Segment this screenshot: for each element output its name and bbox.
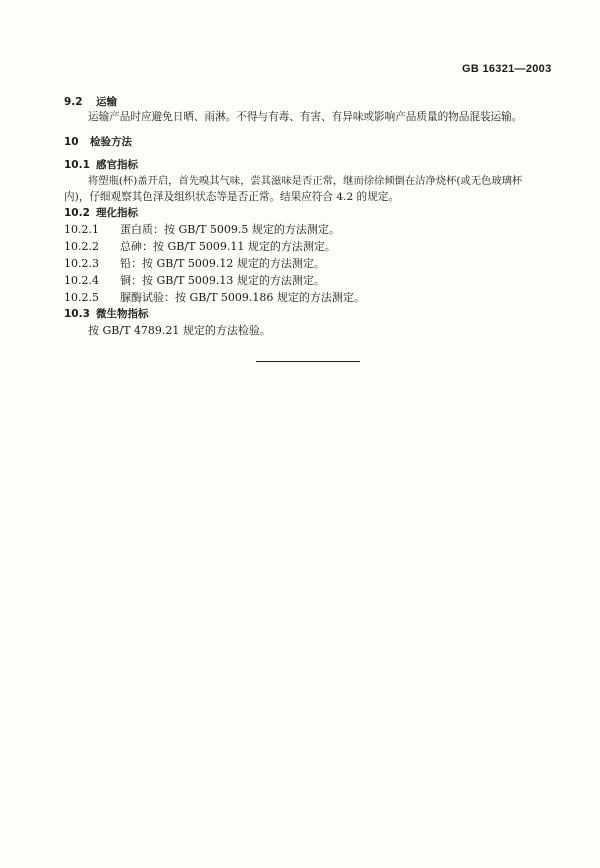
item-text: 脲酶试验：按 GB/T 5009.186 规定的方法测定。 [120,291,365,304]
section-number: 10.2 [64,207,90,219]
section-10-1-body-line-1: 将塑瓶(杯)盖开启，首先嗅其气味，尝其滋味是否正常，继而徐徐倾倒在洁净烧杯(或无色玻璃杯 [88,175,523,187]
section-number: 10.1 [64,159,90,171]
section-10-heading [64,135,132,149]
section-10-2-heading [64,206,138,220]
item-text: 蛋白质：按 GB/T 5009.5 规定的方法测定。 [120,223,340,236]
section-title: 理化指标 [96,207,138,219]
section-title: 微生物指标 [96,308,149,320]
section-title: 感官指标 [96,159,138,171]
section-number: 10.3 [64,308,90,320]
item-number: 10.2.4 [64,274,99,287]
list-item [64,274,325,288]
section-10-3-heading [64,307,149,321]
item-number: 10.2.3 [64,257,99,270]
section-title: 运输 [96,96,117,108]
section-9-2-body: 运输产品时应避免日晒、雨淋。不得与有毒、有害、有异味或影响产品质量的物品混装运输。 [88,111,523,123]
item-number: 10.2.5 [64,291,99,304]
section-9-2-heading [64,95,117,109]
section-number: 9.2 [64,96,83,108]
item-text: 铅：按 GB/T 5009.12 规定的方法测定。 [120,257,325,270]
standard-number: GB 16321—2003 [462,63,552,75]
section-10-3-body: 按 GB/T 4789.21 规定的方法检验。 [88,324,271,337]
section-title: 检验方法 [90,136,132,148]
list-item [64,240,336,254]
end-rule-divider [256,361,360,362]
list-item [64,223,340,237]
list-item [64,257,325,271]
item-text: 总砷：按 GB/T 5009.11 规定的方法测定。 [120,240,336,253]
section-10-1-heading [64,158,138,172]
item-text: 铜：按 GB/T 5009.13 规定的方法测定。 [120,274,325,287]
item-number: 10.2.2 [64,240,99,253]
section-10-1-body-line-2: 内)，仔细观察其色泽及组织状态等是否正常。结果应符合 4.2 的规定。 [64,191,399,203]
list-item [64,291,365,305]
section-number: 10 [64,136,79,148]
item-number: 10.2.1 [64,223,99,236]
